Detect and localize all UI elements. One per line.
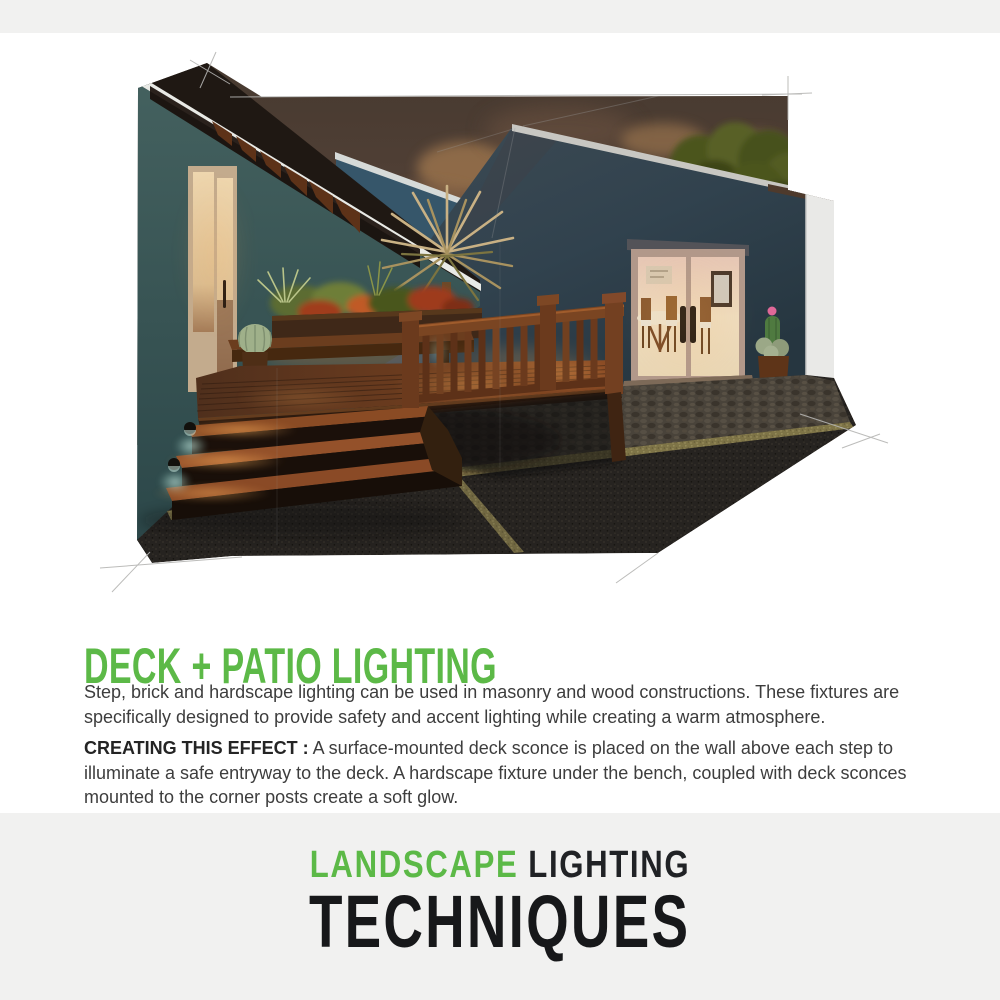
footer-band: [0, 813, 1000, 1000]
section-title: DECK + PATIO LIGHTING: [84, 637, 497, 694]
series-name-landscape: LANDSCAPE: [309, 844, 519, 886]
series-title: TECHNIQUES: [309, 880, 691, 963]
series-name-lighting: LIGHTING: [528, 844, 691, 886]
side-panel: [806, 194, 834, 380]
effect-paragraph: [84, 736, 924, 810]
effect-label: CREATING THIS EFFECT :: [84, 738, 309, 758]
effect-text: A surface-mounted deck sconce is placed on the wall above each step to illuminate a safe entryway to the deck. A hardscape fixture under the bench, coupled with deck sconces mounted to the corner posts create a soft glow.: [84, 738, 907, 807]
patio-doors: [620, 239, 756, 398]
intro-paragraph: Step, brick and hardscape lighting can be used in masonry and wood constructions. These fixtures are specifically designed to provide safety and accent lighting while creating a warm atmosphere.: [84, 682, 900, 727]
